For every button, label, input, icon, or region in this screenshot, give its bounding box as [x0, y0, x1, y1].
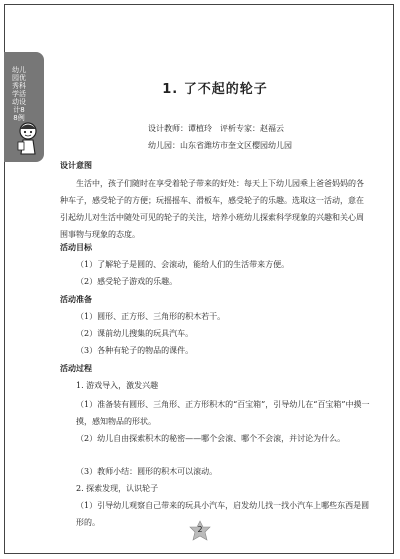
page-number-badge — [188, 520, 212, 542]
prep-item-2: （2）课前幼儿搜集的玩具汽车。 — [76, 329, 194, 338]
process-step-1b: （2）幼儿自由探索积木的秘密——哪个会滚、哪个不会滚，并讨论为什么。 — [76, 434, 346, 443]
prep-item-1: （1）圆形、正方形、三角形的积木若干。 — [76, 312, 226, 321]
process-step-1: 1. 游戏导入，激发兴趣 — [76, 381, 159, 390]
section-heading-preparation: 活动准备 — [60, 295, 92, 304]
designer-line: 设计教师：谭植玲 评析专家：赵福云 — [148, 124, 284, 133]
page-number: 2 — [197, 525, 203, 534]
series-title: 幼儿园优秀科学活动设计88例 — [12, 66, 26, 122]
section-heading-process: 活动过程 — [60, 364, 92, 373]
kindergarten-line: 幼儿园：山东省潍坊市奎文区樱园幼儿园 — [148, 141, 292, 150]
process-step-1c: （3）教师小结：圆形的积木可以滚动。 — [76, 467, 218, 476]
goal-item-2: （2）感受轮子游戏的乐趣。 — [76, 277, 178, 286]
process-step-2: 2. 探索发现，认识轮子 — [76, 484, 159, 493]
intent-paragraph: 生活中，孩子们随时在享受着轮子带来的好处：每天上下幼儿园乘上爸爸妈妈的各种车子，感受轮子的方便；玩摇摇车、滑板车，感受轮子的乐趣。选取这一活动，意在引起幼儿对生活中随处可见的轮子的关注，培养小班幼儿探索科学现象的兴趣和关心周围事物与现象的态度。 — [60, 179, 364, 239]
page-title: 1. 了不起的轮子 — [162, 82, 268, 97]
process-step-2a: （1）引导幼儿观察自己带来的玩具小汽车，启发幼儿找一找小汽车上哪些东西是圆形的。 — [76, 501, 370, 527]
section-heading-goals: 活动目标 — [60, 243, 92, 252]
section-heading-intent: 设计意图 — [60, 161, 92, 170]
process-step-1a: （1）准备装有圆形、三角形、正方形积木的“百宝箱”，引导幼儿在“百宝箱”中摸一摸，感知物品的形状。 — [76, 400, 370, 426]
girl-mascot-icon — [14, 120, 42, 156]
prep-item-3: （3）各种有轮子的物品的课件。 — [76, 346, 194, 355]
goal-item-1: （1）了解轮子是圆的、会滚动，能给人们的生活带来方便。 — [76, 260, 290, 269]
